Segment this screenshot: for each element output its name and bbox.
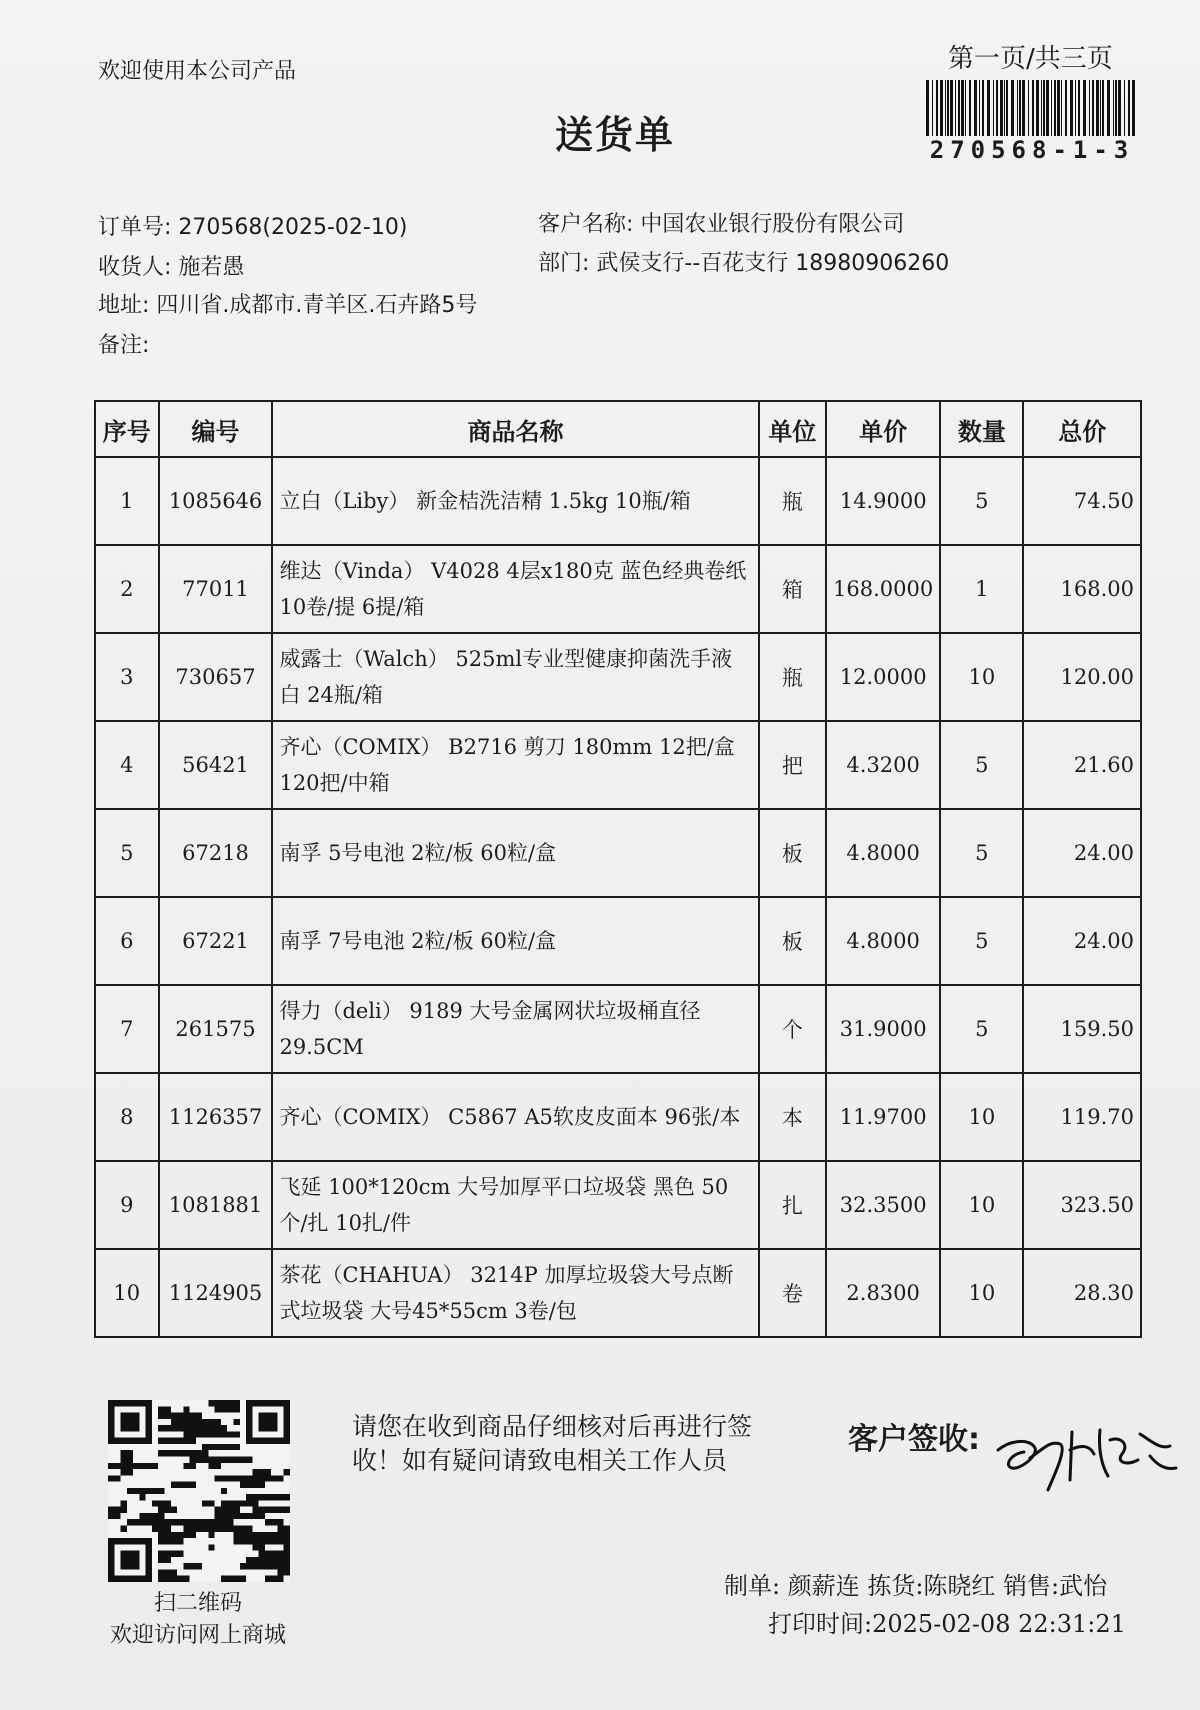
items-table [94, 400, 1142, 1338]
staff-line: 制单: 颜薪连 拣货:陈晓红 销售:武怡 [724, 1572, 1108, 1600]
address-label: 地址: [98, 293, 150, 318]
cell-code: 1126357 [159, 1073, 273, 1161]
remark [98, 328, 149, 359]
signature-icon [990, 1410, 1180, 1500]
header-code: 编号 [159, 401, 273, 457]
cell-product-name: 飞延 100*120cm 大号加厚平口垃圾袋 黑色 50个/扎 10扎/件 [272, 1161, 758, 1249]
cell-qty: 10 [940, 1161, 1023, 1249]
receiver [98, 250, 244, 281]
cell-price: 2.8300 [826, 1249, 940, 1337]
order-number [98, 210, 407, 241]
cell-unit: 箱 [759, 545, 826, 633]
cell-seq: 2 [95, 545, 159, 633]
cell-code: 67221 [159, 897, 273, 985]
table-row [95, 457, 1141, 545]
cell-qty: 10 [940, 1249, 1023, 1337]
cell-code: 730657 [159, 633, 273, 721]
order-label: 订单号: [98, 215, 172, 240]
address [98, 288, 477, 319]
cell-product-name: 维达（Vinda） V4028 4层x180克 蓝色经典卷纸 10卷/提 6提/箱 [272, 545, 758, 633]
cell-total: 119.70 [1023, 1073, 1141, 1161]
cell-unit: 板 [759, 897, 826, 985]
address-value: 四川省.成都市.青羊区.石卉路5号 [156, 293, 478, 318]
cell-total: 28.30 [1023, 1249, 1141, 1337]
cell-total: 24.00 [1023, 897, 1141, 985]
cell-qty: 5 [940, 457, 1023, 545]
print-time: 打印时间:2025-02-08 22:31:21 [768, 1610, 1126, 1638]
cell-product-name: 南孚 7号电池 2粒/板 60粒/盒 [272, 897, 758, 985]
cell-seq: 7 [95, 985, 159, 1073]
table-row [95, 985, 1141, 1073]
cell-total: 168.00 [1023, 545, 1141, 633]
cell-total: 21.60 [1023, 721, 1141, 809]
cell-product-name: 茶花（CHAHUA） 3214P 加厚垃圾袋大号点断式垃圾袋 大号45*55cm 3卷/包 [272, 1249, 758, 1337]
cell-code: 67218 [159, 809, 273, 897]
qr-code-icon [108, 1400, 290, 1582]
cell-qty: 5 [940, 809, 1023, 897]
barcode-icon [924, 80, 1140, 136]
cell-qty: 5 [940, 897, 1023, 985]
cell-price: 31.9000 [826, 985, 940, 1073]
cell-total: 24.00 [1023, 809, 1141, 897]
table-row [95, 809, 1141, 897]
cell-seq: 6 [95, 897, 159, 985]
order-value: 270568(2025-02-10) [178, 215, 408, 240]
cell-code: 1081881 [159, 1161, 273, 1249]
header-product-name: 商品名称 [272, 401, 758, 457]
cell-unit: 瓶 [759, 633, 826, 721]
document-title: 送货单 [554, 113, 675, 157]
cell-qty: 10 [940, 633, 1023, 721]
cell-price: 4.8000 [826, 809, 940, 897]
cell-unit: 卷 [759, 1249, 826, 1337]
cell-product-name: 威露士（Walch） 525ml专业型健康抑菌洗手液白 24瓶/箱 [272, 633, 758, 721]
header-qty: 数量 [940, 401, 1023, 457]
cell-qty: 1 [940, 545, 1023, 633]
cell-code: 1085646 [159, 457, 273, 545]
barcode-number: 270568-1-3 [929, 136, 1135, 164]
cell-qty: 5 [940, 985, 1023, 1073]
notice-text: 请您在收到商品仔细核对后再进行签收！如有疑问请致电相关工作人员 [352, 1412, 753, 1475]
customer-value: 中国农业银行股份有限公司 [640, 212, 905, 237]
receiver-value: 施若愚 [178, 255, 245, 280]
cell-seq: 9 [95, 1161, 159, 1249]
table-row [95, 721, 1141, 809]
cell-product-name: 南孚 5号电池 2粒/板 60粒/盒 [272, 809, 758, 897]
cell-price: 14.9000 [826, 457, 940, 545]
qr-caption-mall: 欢迎访问网上商城 [109, 1623, 286, 1648]
department [538, 246, 949, 277]
header-seq: 序号 [95, 401, 159, 457]
table-row [95, 1073, 1141, 1161]
cell-product-name: 齐心（COMIX） B2716 剪刀 180mm 12把/盒 120把/中箱 [272, 721, 758, 809]
remark-label: 备注: [98, 333, 150, 358]
table-row [95, 545, 1141, 633]
dept-label: 部门: [538, 251, 590, 276]
customer-name [538, 207, 904, 238]
cell-qty: 10 [940, 1073, 1023, 1161]
table-row [95, 897, 1141, 985]
cell-price: 4.8000 [826, 897, 940, 985]
cell-total: 159.50 [1023, 985, 1141, 1073]
header-price: 单价 [826, 401, 940, 457]
cell-price: 11.9700 [826, 1073, 940, 1161]
cell-unit: 把 [759, 721, 826, 809]
header-total: 总价 [1023, 401, 1141, 457]
cell-total: 323.50 [1023, 1161, 1141, 1249]
cell-seq: 4 [95, 721, 159, 809]
cell-price: 168.0000 [826, 545, 940, 633]
cell-seq: 1 [95, 457, 159, 545]
cell-unit: 扎 [759, 1161, 826, 1249]
table-row [95, 1161, 1141, 1249]
page-indicator: 第一页/共三页 [948, 44, 1113, 74]
cell-code: 261575 [159, 985, 273, 1073]
cell-price: 32.3500 [826, 1161, 940, 1249]
dept-value: 武侯支行--百花支行 18980906260 [596, 251, 950, 276]
cell-unit: 个 [759, 985, 826, 1073]
cell-seq: 8 [95, 1073, 159, 1161]
cell-code: 77011 [159, 545, 273, 633]
cell-product-name: 得力（deli） 9189 大号金属网状垃圾桶直径29.5CM [272, 985, 758, 1073]
qr-caption-scan: 扫二维码 [153, 1591, 242, 1616]
cell-product-name: 齐心（COMIX） C5867 A5软皮皮面本 96张/本 [272, 1073, 758, 1161]
cell-price: 4.3200 [826, 721, 940, 809]
receiver-label: 收货人: [98, 255, 172, 280]
cell-total: 120.00 [1023, 633, 1141, 721]
table-row [95, 1249, 1141, 1337]
cell-product-name: 立白（Liby） 新金桔洗洁精 1.5kg 10瓶/箱 [272, 457, 758, 545]
cell-seq: 5 [95, 809, 159, 897]
cell-qty: 5 [940, 721, 1023, 809]
customer-label: 客户名称: [538, 212, 634, 237]
cell-unit: 板 [759, 809, 826, 897]
header-unit: 单位 [759, 401, 826, 457]
table-row [95, 633, 1141, 721]
cell-price: 12.0000 [826, 633, 940, 721]
cell-total: 74.50 [1023, 457, 1141, 545]
cell-code: 1124905 [159, 1249, 273, 1337]
cell-seq: 3 [95, 633, 159, 721]
cell-unit: 瓶 [759, 457, 826, 545]
cell-seq: 10 [95, 1249, 159, 1337]
welcome-text: 欢迎使用本公司产品 [98, 59, 297, 84]
cell-code: 56421 [159, 721, 273, 809]
customer-sign-label: 客户签收: [848, 1422, 980, 1457]
cell-unit: 本 [759, 1073, 826, 1161]
table-header-row [95, 401, 1141, 457]
